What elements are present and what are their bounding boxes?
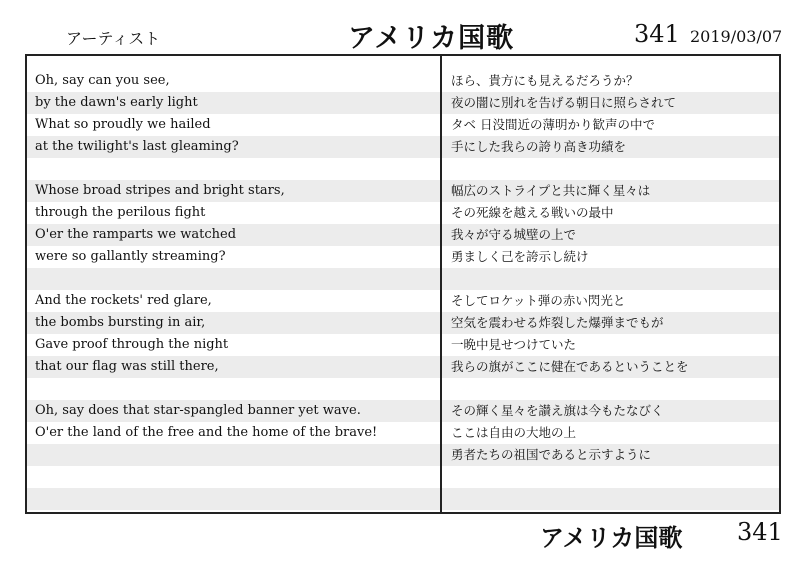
japanese-lyric-line: [442, 488, 779, 510]
english-lyric-line: the bombs bursting in air,: [27, 312, 440, 334]
song-title: アメリカ国歌: [348, 23, 515, 54]
japanese-lyric-line: 幅広のストライプと共に輝く星々は: [442, 180, 779, 202]
english-lyric-line: at the twilight's last gleaming?: [27, 136, 440, 158]
english-lyric-line: Oh, say does that star-spangled banner yet wave.: [27, 400, 440, 422]
english-lyric-line: by the dawn's early light: [27, 92, 440, 114]
english-lyric-line: What so proudly we hailed: [35, 117, 211, 132]
song-number: 341: [634, 20, 680, 48]
english-lyric-line: Whose broad stripes and bright stars,: [27, 180, 440, 202]
japanese-lyric-line: その死線を越える戦いの最中: [451, 205, 614, 220]
japanese-lyric-line: 手にした我らの誇り高き功績を: [442, 136, 779, 158]
japanese-lyric-line: ここは自由の大地の上: [451, 425, 577, 440]
japanese-lyric-line: タベ 日没間近の薄明かり歓声の中で: [451, 117, 655, 132]
english-lyric-line: And the rockets' red glare,: [35, 293, 212, 308]
english-lyric-line: [27, 444, 440, 466]
japanese-lyric-line: そしてロケット弾の赤い閃光と: [451, 293, 626, 308]
japanese-lyric-line: [442, 158, 779, 180]
footer-number: 341: [737, 518, 783, 546]
english-lyric-line: [27, 466, 440, 488]
japanese-lyric-line: 一晩中見せつけていた: [451, 337, 577, 352]
english-lyric-line: that our flag was still there,: [27, 356, 440, 378]
japanese-lyric-line: [442, 378, 779, 400]
english-lyric-line: O'er the ramparts we watched: [27, 224, 440, 246]
japanese-lyric-line: 空気を震わせる炸裂した爆弾までもが: [442, 312, 779, 334]
english-lyrics-column: [27, 70, 440, 510]
date-label: 2019/03/07: [690, 27, 783, 46]
english-lyric-line: [27, 378, 440, 400]
english-lyric-line: were so gallantly streaming?: [35, 249, 226, 264]
english-lyric-line: [27, 158, 440, 180]
japanese-lyric-line: その輝く星々を讃え旗は今もたなびく: [442, 400, 779, 422]
japanese-lyric-line: 勇ましく己を誇示し続け: [451, 249, 589, 264]
japanese-lyric-line: [442, 268, 779, 290]
english-lyric-line: [27, 268, 440, 290]
japanese-lyrics-column: [442, 70, 779, 510]
japanese-lyric-line: 我々が守る城壁の上で: [442, 224, 779, 246]
english-lyric-line: [27, 488, 440, 510]
english-lyric-line: Gave proof through the night: [35, 337, 229, 352]
japanese-lyric-line: ほら、貴方にも見えるだろうか？: [451, 73, 639, 88]
japanese-lyric-line: 我らの旗がここに健在であるということを: [442, 356, 779, 378]
artist-label: アーティスト: [66, 29, 161, 48]
japanese-lyric-line: [442, 466, 779, 488]
footer-title: アメリカ国歌: [540, 523, 683, 552]
english-lyric-line: Oh, say can you see,: [35, 73, 170, 88]
japanese-lyric-line: 勇者たちの祖国であると示すように: [442, 444, 779, 466]
japanese-lyric-line: 夜の闇に別れを告げる朝日に照らされて: [442, 92, 779, 114]
english-lyric-line: through the perilous fight: [35, 205, 206, 220]
english-lyric-line: O'er the land of the free and the home of the brave!: [35, 425, 378, 440]
lyrics-sheet: [25, 54, 781, 514]
